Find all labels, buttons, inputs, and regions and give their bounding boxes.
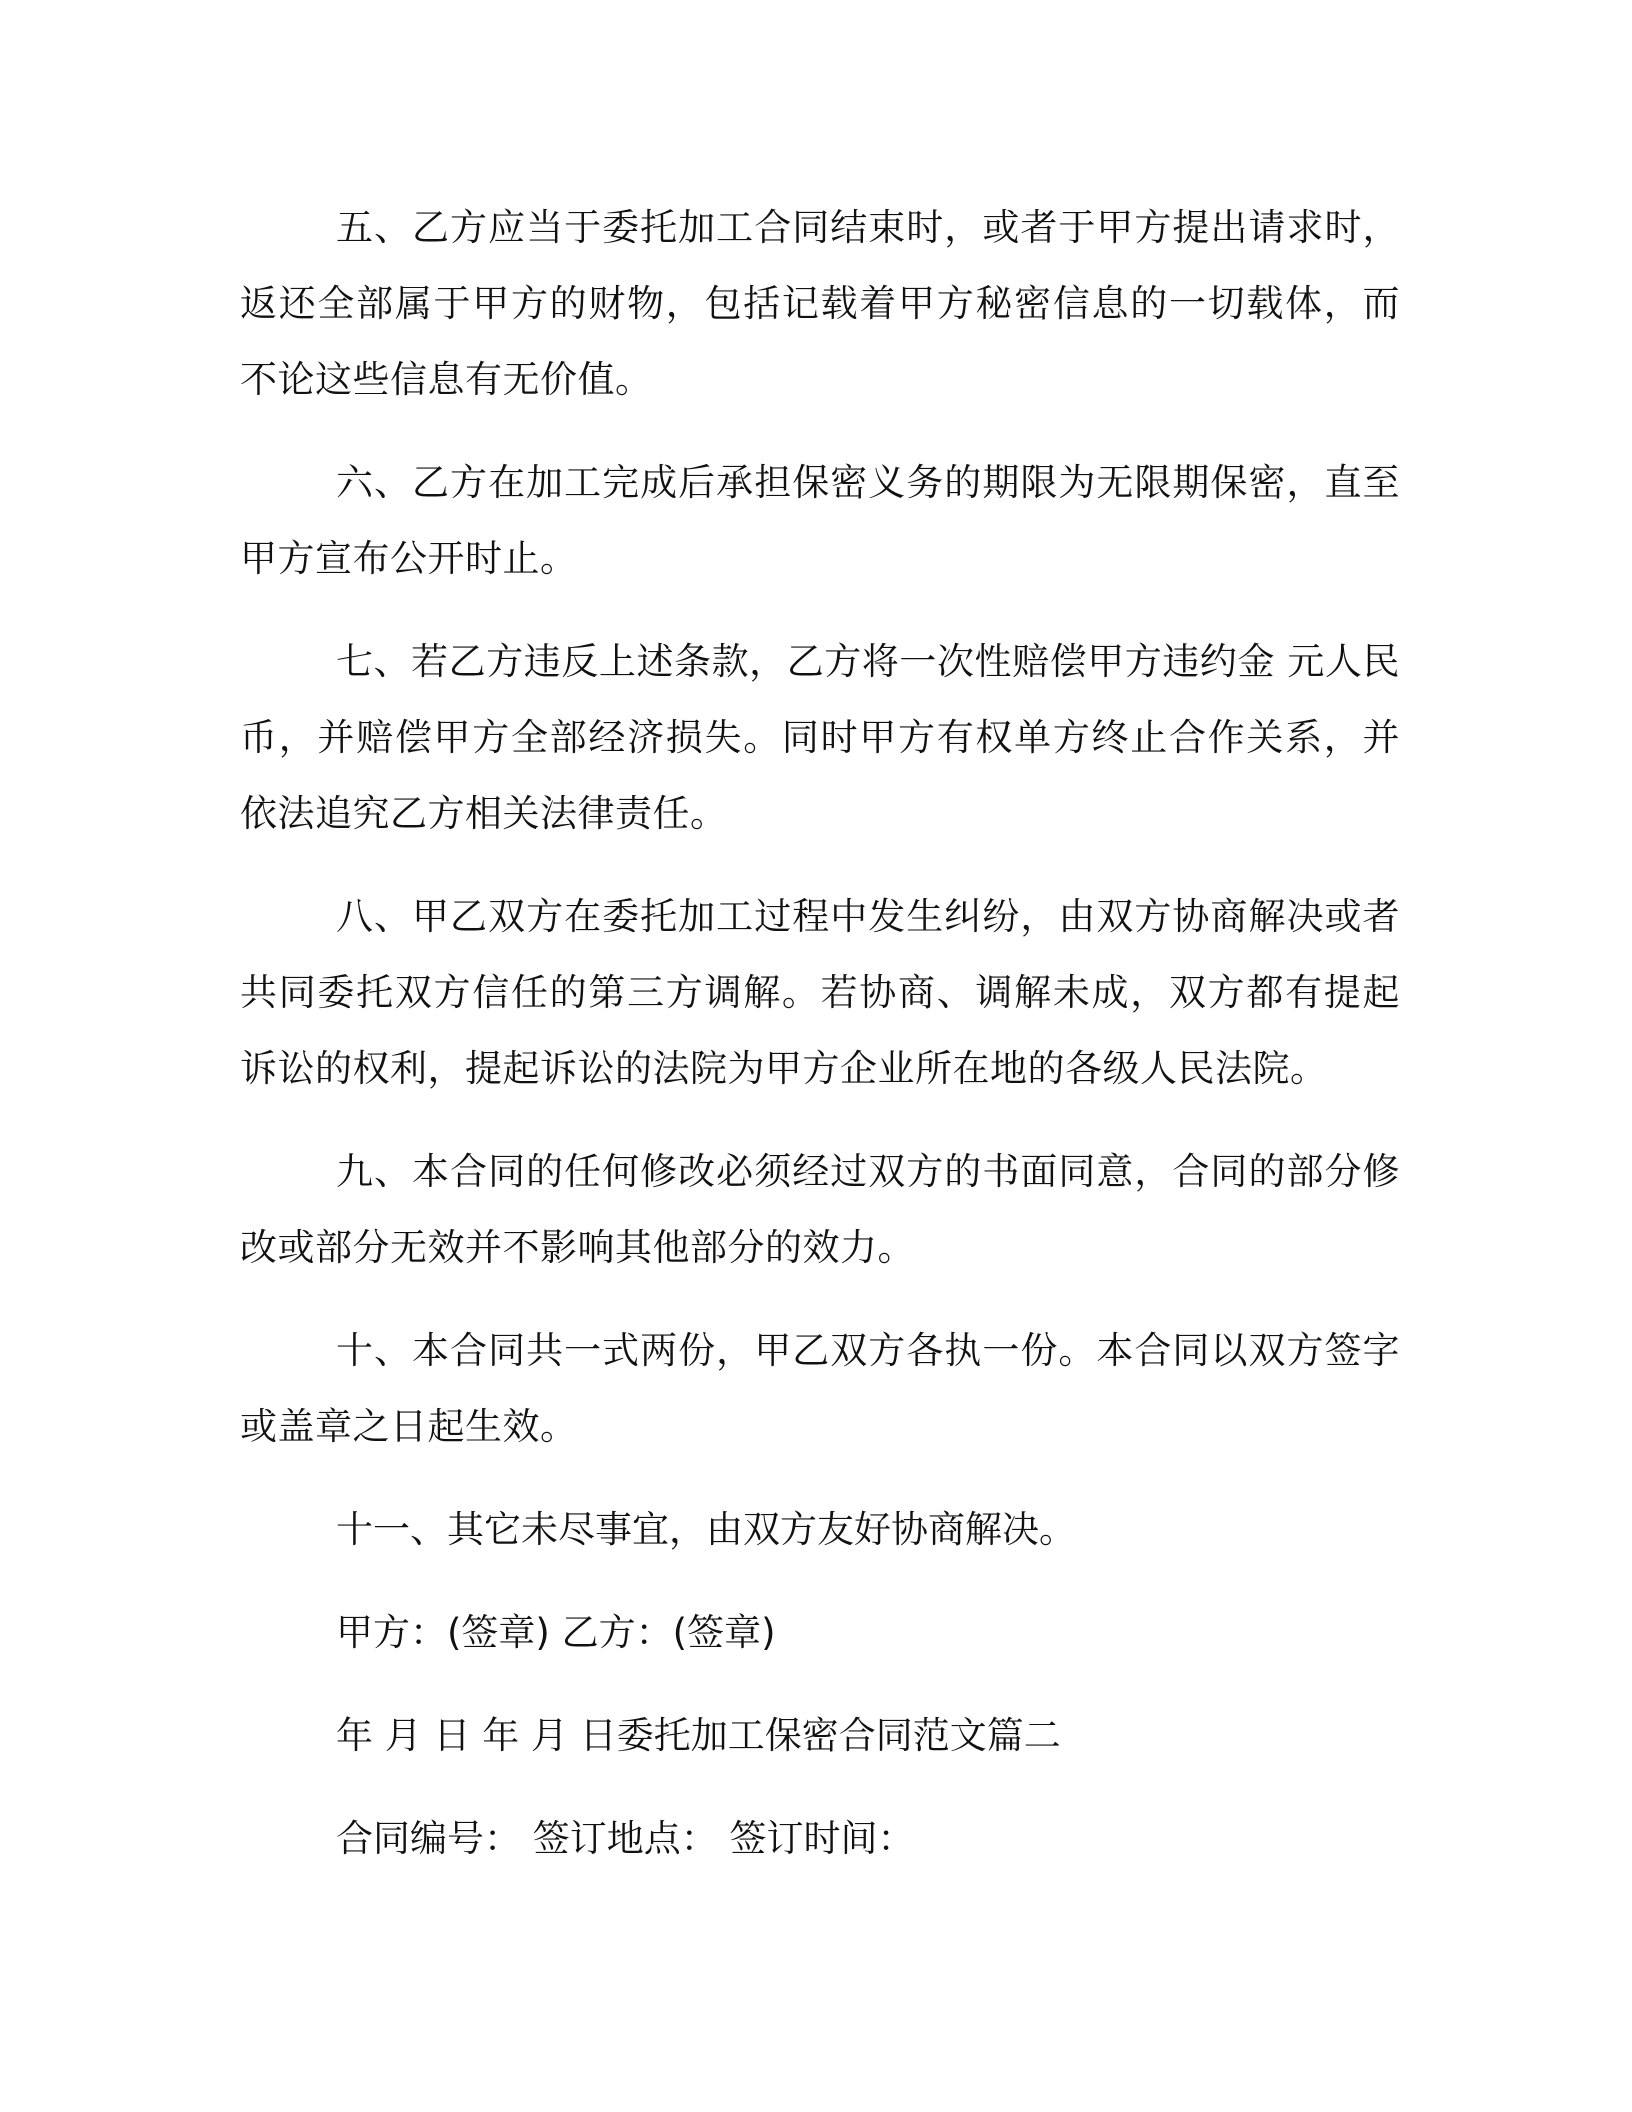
document-page	[240, 190, 1400, 1904]
contract-info-line: 合同编号： 签订地点： 签订时间：	[336, 1817, 915, 1860]
clause-10-paragraph: 十、本合同共一式两份，甲乙双方各执一份。本合同以双方签字或盖章之日起生效。	[240, 1329, 1400, 1448]
signature-line: 甲方：(签章) 乙方：(签章)	[336, 1611, 776, 1654]
clause-11-paragraph: 十一、其它未尽事宜，由双方友好协商解决。	[336, 1508, 1076, 1551]
date-and-section-title-line: 年 月 日 年 月 日委托加工保密合同范文篇二	[336, 1714, 1061, 1757]
clause-9-paragraph: 九、本合同的任何修改必须经过双方的书面同意，合同的部分修改或部分无效并不影响其他部分的效力。	[240, 1150, 1400, 1269]
clause-5-paragraph: 五、乙方应当于委托加工合同结束时，或者于甲方提出请求时，返还全部属于甲方的财物，包括记载着甲方秘密信息的一切载体，而不论这些信息有无价值。	[240, 206, 1400, 401]
clause-6-paragraph: 六、乙方在加工完成后承担保密义务的期限为无限期保密，直至甲方宣布公开时止。	[240, 461, 1400, 580]
clause-8-paragraph: 八、甲乙双方在委托加工过程中发生纠纷，由双方协商解决或者共同委托双方信任的第三方调解。若协商、调解未成，双方都有提起诉讼的权利，提起诉讼的法院为甲方企业所在地的各级人民法院。	[240, 895, 1400, 1090]
clause-7-paragraph: 七、若乙方违反上述条款，乙方将一次性赔偿甲方违约金 元人民币，并赔偿甲方全部经济损失。同时甲方有权单方终止合作关系，并依法追究乙方相关法律责任。	[240, 640, 1400, 835]
